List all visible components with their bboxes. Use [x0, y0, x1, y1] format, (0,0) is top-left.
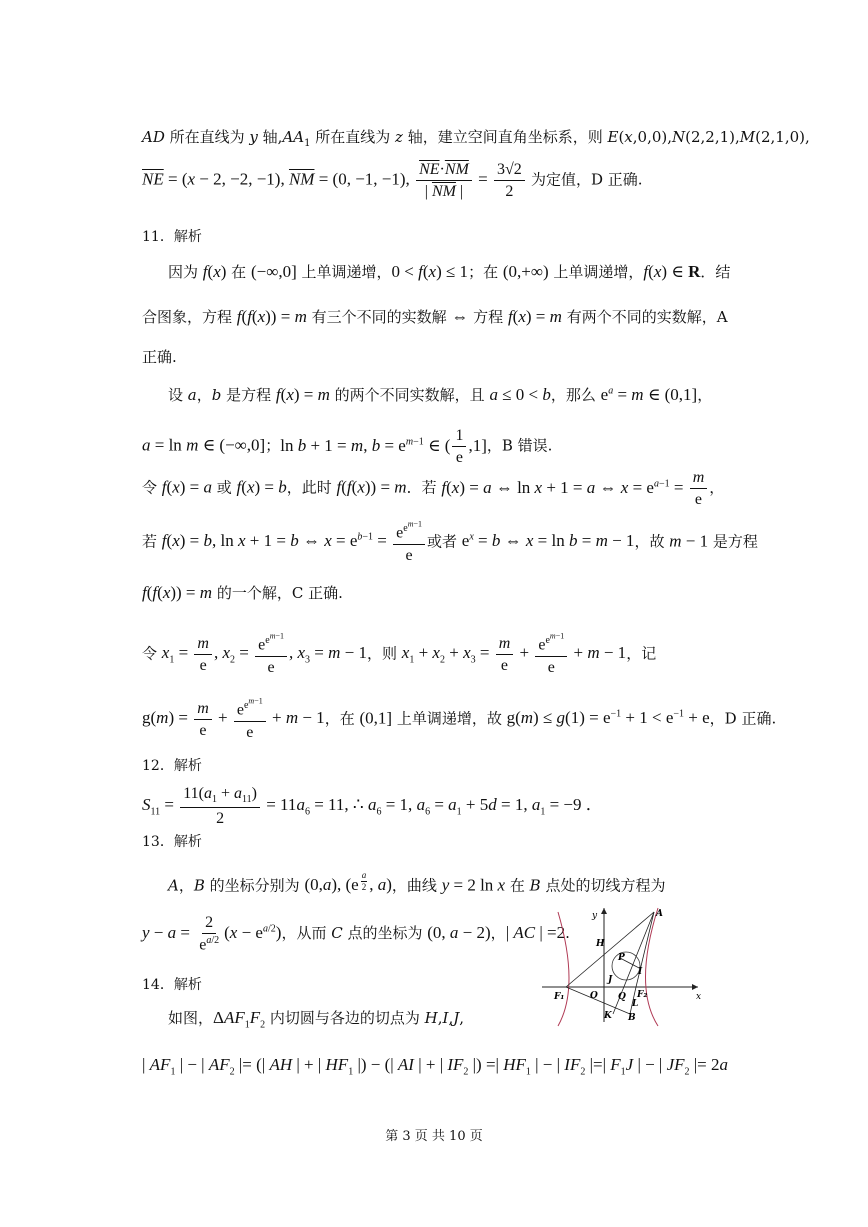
text-line-4: 合图象，方程 f(f(x)) = m 有三个不同的实数解 ⇔ 方程 f(x) = m 有两个不同的实数解，A: [142, 307, 728, 326]
text-line-14: A，B 的坐标分别为 (0,a), (e $^{\frac{a}{2}}$ , a)，曲线 y = 2 ln x 在 B 点处的切线方程为: [168, 870, 666, 895]
svg-text:L: L: [632, 999, 639, 1009]
text-line-17: | $AF_1$ | − | $AF_2$ |= (| AH | + | $HF_1$ |) − (| AI | + | $IF_2$ |) =| $HF_1$ | − | $IF_2$ |=| $F_1J$ | − | $JF_2$ |= 2a: [142, 1055, 729, 1078]
svg-text:O: O: [590, 991, 598, 1001]
text-line-10: f(f(x)) = m 的一个解，C 正确.: [142, 583, 343, 602]
svg-text:Q: Q: [618, 992, 626, 1002]
svg-text:y: y: [592, 911, 598, 921]
text-line-6: 设 a，b 是方程 f(x) = m 的两个不同实数解，且 a ≤ 0 < b，那么 $e^a = m$ ∈ (0,1]，: [168, 385, 713, 404]
text-line-2: $\overline{NE} = (x - 2$, −2, −1), $\overline{NM} = (0$, −1, −1), $\frac{\overline{NE}\cdot\overline{NM}}{| \overline{NM} |}$ = $\frac{3√2}{2}$ 为定值，D 正确.: [142, 161, 643, 201]
heading-14: 14．解析: [142, 977, 202, 993]
heading-12: 12．解析: [142, 758, 202, 774]
text-line-3: 因为 f(x) 在 (−∞,0] 上单调递增，0 < f(x) ≤ 1；在 (0,+∞) 上单调递增，f(x) ∈ R．结: [168, 262, 731, 281]
svg-text:J: J: [608, 975, 613, 985]
text-line-5: 正确.: [142, 348, 177, 366]
svg-text:H: H: [596, 939, 605, 949]
svg-text:F₁: F₁: [554, 992, 565, 1002]
svg-text:F₂: F₂: [637, 990, 648, 1000]
text-line-15: y − a = $\frac{2}{e^{a/2}}$ $(x - e^{a/2})$，从而 C 点的坐标为 (0, a − 2)，| AC | =2.: [142, 914, 570, 954]
text-line-11: 令 $x_1$ = $\frac{m}{e}$ , $x_2$ = $\frac{e^{e^{m-1}}}{e}$ , $x_3 = m - 1$，则 $x_1 + x_2 + x_3$ = $\frac{m}{e}$ + $\frac{e^{e^{m-1}}}{e}$ + m − 1，记: [142, 632, 657, 676]
svg-text:B: B: [628, 1013, 636, 1023]
heading-11: 11．解析: [142, 229, 202, 245]
text-line-7: a = ln m ∈ (−∞,0]；ln b + 1 = m, $b = e^{m-1}$ ∈ ( $\frac{1}{e}$ ,1]，B 错误.: [142, 427, 553, 467]
left-branch: [558, 912, 569, 1026]
text-line-9: 若 f(x) = b, ln x + 1 = b ⇔ $x = e^{b-1}$ = $\frac{e^{e^{m-1}}}{e}$ 或者 $e^x = b$ ⇔ x = ln b = m − 1，故 m − 1 是方程: [142, 520, 758, 564]
svg-text:P: P: [618, 953, 625, 963]
text-line-12: g(m) = $\frac{m}{e}$ + $\frac{e^{e^{m-1}}}{e}$ + m − 1，在 (0,1] 上单调递增，故 $g(m) \le g(1) = e^{-1} + 1 < e^{-1} + e$，D 正确.: [142, 697, 777, 741]
text-line-8: 令 f(x) = a 或 f(x) = b，此时 f(f(x)) = m．若 f(x) = a ⇔ ln x + 1 = a ⇔ $x = e^{a-1}$ = $\frac{m}{e}$ ，: [142, 469, 725, 509]
svg-text:A: A: [656, 909, 663, 919]
svg-text:x: x: [696, 992, 702, 1002]
text-line-16: 如图，$\Delta AF_1F_2$ 内切圆与各边的切点为 H,I,J,: [168, 1008, 465, 1031]
heading-13: 13．解析: [142, 834, 202, 850]
svg-text:K: K: [604, 1011, 612, 1021]
hyperbola-incircle-figure: [538, 902, 708, 1028]
right-branch: [646, 908, 659, 1026]
text-line-13: $S_{11}$ = $\frac{11(a_1 + a_{11})}{2}$ = $11a_6 = 11$, ∴ $a_6 = 1$, $a_6 = a_1 + 5d = 1$, $a_1 = -9$ ．: [142, 785, 603, 828]
page-footer: 第 3 页 共 10 页: [385, 1129, 483, 1144]
text-line-1: AD 所在直线为 y 轴$,AA_1$ 所在直线为 z 轴，建立空间直角坐标系，则 E(x,0,0),N(2,2,1),M(2,1,0),: [142, 128, 810, 149]
svg-text:I: I: [638, 967, 643, 977]
